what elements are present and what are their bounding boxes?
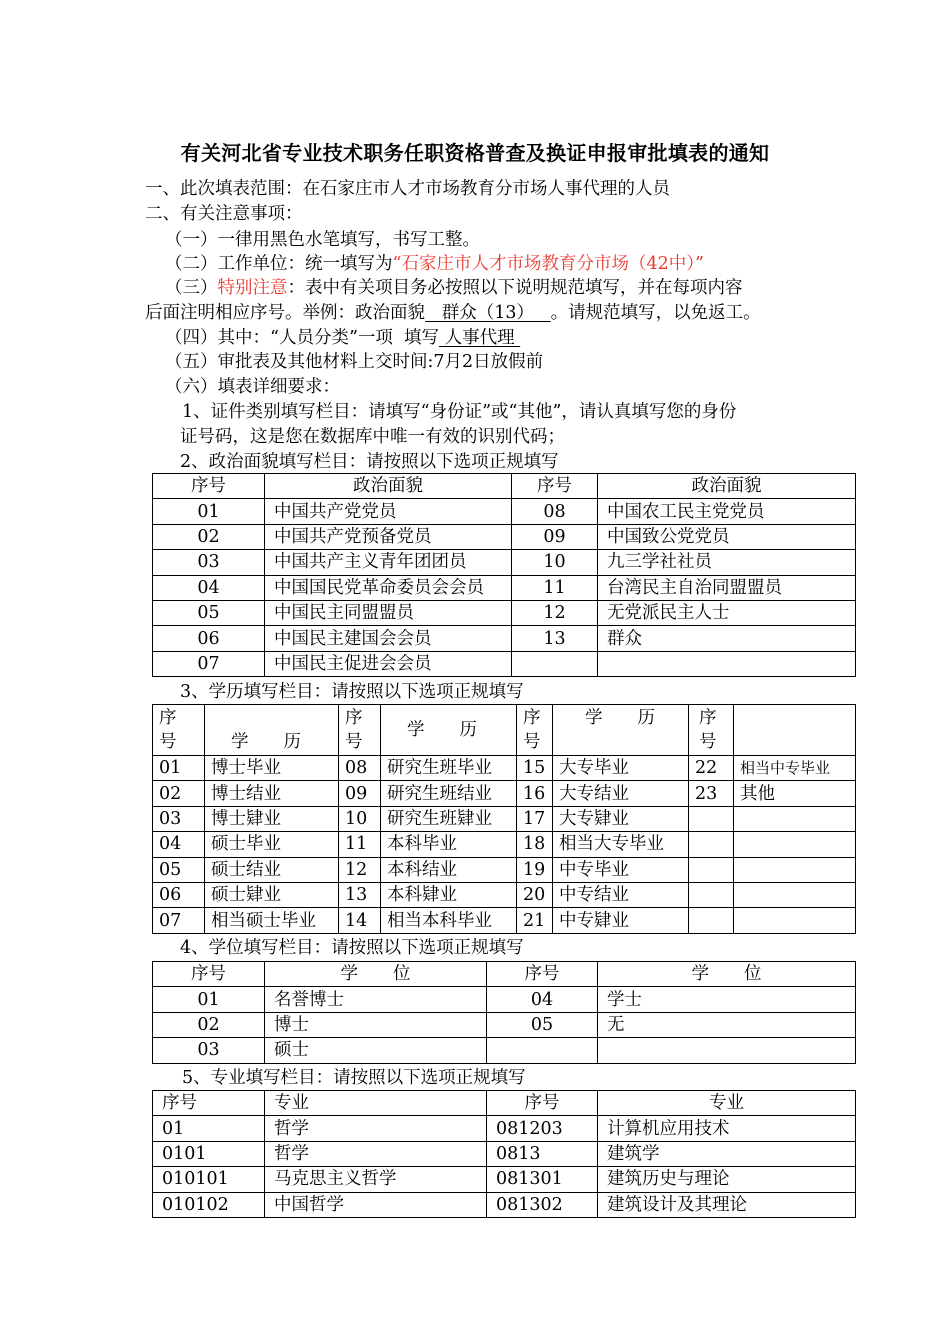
table-cell: 05	[153, 857, 205, 882]
table-cell: 12	[512, 600, 598, 625]
table-cell: 马克思主义哲学	[265, 1167, 487, 1192]
table-cell: 学士	[598, 987, 856, 1012]
table-cell: 相当硕士毕业	[205, 908, 339, 933]
note-3-line2-a: 后面注明相应序号。举例：政治面貌	[145, 303, 425, 323]
note-3-line2-b: 。请规范填写，以免返工。	[550, 303, 761, 323]
table-cell: 中国民主建国会会员	[265, 626, 512, 651]
table-cell: 03	[153, 550, 265, 575]
header-cell: 学 历	[553, 705, 689, 756]
table-cell: 台湾民主自治同盟盟员	[598, 575, 856, 600]
table-row	[153, 626, 856, 651]
table-cell: 13	[339, 882, 381, 907]
requirement-4: 4、学位填写栏目：请按照以下选项正规填写	[180, 938, 524, 958]
table-cell: 群众	[598, 626, 856, 651]
table-cell: 中国哲学	[265, 1192, 487, 1217]
note-4-prefix: （四）其中：“人员分类”一项 填写	[165, 328, 440, 348]
header-cell: 学 历	[381, 705, 517, 756]
header-cell: 学 位	[265, 962, 487, 987]
table-cell: 13	[512, 626, 598, 651]
table-cell: 大专毕业	[553, 756, 689, 781]
note-2-prefix: （二）工作单位：统一填写为	[165, 254, 393, 274]
note-3-prefix: （三）	[165, 278, 218, 298]
table-cell: 12	[339, 857, 381, 882]
note-4	[165, 326, 520, 350]
table-cell: 010101	[153, 1167, 265, 1192]
header-cell: 专业	[598, 1091, 856, 1116]
table-cell: 相当中专毕业	[734, 756, 856, 781]
table-cell	[487, 1038, 598, 1063]
table-cell: 无党派民主人士	[598, 600, 856, 625]
table-row	[153, 524, 856, 549]
note-4-value: 人事代理	[439, 328, 521, 348]
table-cell: 08	[512, 499, 598, 524]
table-cell: 哲学	[265, 1116, 487, 1141]
table-cell	[734, 908, 856, 933]
table-cell: 081301	[487, 1167, 598, 1192]
header-cell: 序号	[153, 474, 265, 499]
table-cell: 无	[598, 1012, 856, 1037]
table-row	[153, 832, 856, 857]
header-text: 号	[523, 732, 541, 752]
header-cell	[153, 705, 205, 756]
header-cell	[517, 705, 553, 756]
header-cell	[734, 705, 856, 756]
scope-line: 一、此次填表范围：在石家庄市人才市场教育分市场人事代理的人员	[145, 179, 670, 199]
table-cell	[598, 651, 856, 676]
header-text: 序	[699, 708, 717, 728]
table-cell: 中国农工民主党党员	[598, 499, 856, 524]
note-2-unit: “石家庄市人才市场教育分市场（42中）”	[392, 254, 704, 274]
table-row	[153, 651, 856, 676]
page-title: 有关河北省专业技术职务任职资格普查及换证申报审批填表的通知	[180, 141, 770, 165]
header-text: 序	[345, 708, 363, 728]
note-1: （一）一律用黑色水笔填写，书写工整。	[165, 230, 480, 250]
table-cell: 名誉博士	[265, 987, 487, 1012]
table-cell: 大专结业	[553, 781, 689, 806]
table-cell: 研究生班肄业	[381, 806, 517, 831]
table-cell: 中专毕业	[553, 857, 689, 882]
table-cell: 计算机应用技术	[598, 1116, 856, 1141]
table-cell: 10	[339, 806, 381, 831]
table-row	[153, 1141, 856, 1166]
table-cell	[734, 806, 856, 831]
table-cell: 16	[517, 781, 553, 806]
table-cell: 中国致公党党员	[598, 524, 856, 549]
table-cell: 中国共产党党员	[265, 499, 512, 524]
header-text: 序	[523, 708, 541, 728]
table-row	[153, 1192, 856, 1217]
table-cell: 中国民主促进会会员	[265, 651, 512, 676]
header-cell	[689, 705, 734, 756]
header-text: 号	[699, 732, 717, 752]
table-cell: 01	[153, 1116, 265, 1141]
table-row	[153, 550, 856, 575]
table-cell: 硕士结业	[205, 857, 339, 882]
header-cell: 政治面貌	[598, 474, 856, 499]
header-cell: 序号	[153, 1091, 265, 1116]
table-cell	[689, 832, 734, 857]
requirement-1: 1、证件类别填写栏目：请填写“身份证”或“其他”，请认真填写您的身份	[182, 402, 737, 422]
table-cell: 04	[153, 575, 265, 600]
table-cell: 相当大专毕业	[553, 832, 689, 857]
table-cell: 博士结业	[205, 781, 339, 806]
table-cell: 18	[517, 832, 553, 857]
table-cell: 中专结业	[553, 882, 689, 907]
table-cell: 15	[517, 756, 553, 781]
table-row	[153, 575, 856, 600]
requirement-1-continued: 证号码，这是您在数据库中唯一有效的识别代码；	[180, 427, 565, 447]
requirement-2: 2、政治面貌填写栏目：请按照以下选项正规填写	[180, 452, 559, 472]
table-cell: 081302	[487, 1192, 598, 1217]
table-cell: 03	[153, 806, 205, 831]
header-text: 号	[345, 732, 363, 752]
note-3-example: 群众（13）	[425, 303, 551, 323]
table-cell: 中国共产主义青年团团员	[265, 550, 512, 575]
table-cell: 0813	[487, 1141, 598, 1166]
table-row	[153, 806, 856, 831]
table-header-row	[153, 1091, 856, 1116]
table-row	[153, 781, 856, 806]
table-header-row	[153, 705, 856, 756]
table-header-row	[153, 474, 856, 499]
table-cell: 08	[339, 756, 381, 781]
table-cell: 20	[517, 882, 553, 907]
education-table	[152, 704, 856, 934]
political-status-table	[152, 473, 856, 677]
table-cell: 博士	[265, 1012, 487, 1037]
header-cell: 学 位	[598, 962, 856, 987]
table-row	[153, 908, 856, 933]
degree-table	[152, 961, 856, 1064]
table-cell: 九三学社社员	[598, 550, 856, 575]
table-cell: 06	[153, 626, 265, 651]
table-row	[153, 1116, 856, 1141]
table-cell: 中国国民党革命委员会会员	[265, 575, 512, 600]
table-cell: 17	[517, 806, 553, 831]
note-6: （六）填表详细要求：	[165, 377, 340, 397]
table-cell: 相当本科毕业	[381, 908, 517, 933]
table-cell: 081203	[487, 1116, 598, 1141]
note-3-highlight: 特别注意	[217, 278, 288, 298]
table-cell: 02	[153, 1012, 265, 1037]
table-cell: 硕士肄业	[205, 882, 339, 907]
table-cell: 010102	[153, 1192, 265, 1217]
table-cell: 哲学	[265, 1141, 487, 1166]
table-cell: 19	[517, 857, 553, 882]
header-text: 号	[159, 732, 177, 752]
table-cell	[689, 908, 734, 933]
table-cell: 01	[153, 499, 265, 524]
table-cell: 研究生班结业	[381, 781, 517, 806]
table-cell: 09	[512, 524, 598, 549]
requirement-3: 3、学历填写栏目：请按照以下选项正规填写	[180, 682, 524, 702]
note-5: （五）审批表及其他材料上交时间:7月2日放假前	[165, 352, 544, 372]
table-cell: 02	[153, 781, 205, 806]
table-cell	[734, 857, 856, 882]
table-cell: 中国民主同盟盟员	[265, 600, 512, 625]
table-cell	[689, 857, 734, 882]
major-table	[152, 1090, 856, 1218]
table-row	[153, 857, 856, 882]
table-header-row	[153, 962, 856, 987]
table-cell: 02	[153, 524, 265, 549]
table-row	[153, 882, 856, 907]
table-cell: 01	[153, 756, 205, 781]
table-cell: 05	[153, 600, 265, 625]
table-cell: 其他	[734, 781, 856, 806]
header-cell: 学 历	[205, 705, 339, 756]
table-cell: 硕士	[265, 1038, 487, 1063]
table-cell: 研究生班毕业	[381, 756, 517, 781]
table-cell: 22	[689, 756, 734, 781]
table-cell: 大专肄业	[553, 806, 689, 831]
table-cell: 04	[153, 832, 205, 857]
table-cell: 中专肄业	[553, 908, 689, 933]
table-cell: 01	[153, 987, 265, 1012]
header-cell: 专业	[265, 1091, 487, 1116]
note-3-text: ：表中有关项目务必按照以下说明规范填写，并在每项内容	[287, 278, 743, 298]
table-cell: 10	[512, 550, 598, 575]
table-cell: 硕士毕业	[205, 832, 339, 857]
header-cell: 序号	[512, 474, 598, 499]
table-row	[153, 756, 856, 781]
note-3-continued	[145, 301, 761, 325]
table-cell	[734, 882, 856, 907]
table-cell: 23	[689, 781, 734, 806]
table-cell: 14	[339, 908, 381, 933]
table-row	[153, 1167, 856, 1192]
table-row	[153, 499, 856, 524]
table-cell	[689, 882, 734, 907]
table-cell: 博士毕业	[205, 756, 339, 781]
header-cell: 序号	[487, 1091, 598, 1116]
note-3	[165, 276, 743, 300]
table-cell	[734, 832, 856, 857]
table-cell: 21	[517, 908, 553, 933]
table-row	[153, 1038, 856, 1063]
table-cell	[689, 806, 734, 831]
table-cell	[512, 651, 598, 676]
table-cell: 07	[153, 651, 265, 676]
table-cell: 05	[487, 1012, 598, 1037]
table-cell: 09	[339, 781, 381, 806]
header-cell: 政治面貌	[265, 474, 512, 499]
table-cell: 建筑设计及其理论	[598, 1192, 856, 1217]
table-cell: 本科毕业	[381, 832, 517, 857]
table-cell: 06	[153, 882, 205, 907]
note-2	[165, 252, 704, 276]
table-cell: 中国共产党预备党员	[265, 524, 512, 549]
table-cell	[598, 1038, 856, 1063]
header-cell	[339, 705, 381, 756]
table-cell: 本科结业	[381, 857, 517, 882]
header-cell: 序号	[153, 962, 265, 987]
notes-heading: 二、有关注意事项：	[145, 204, 303, 224]
table-row	[153, 600, 856, 625]
table-cell: 建筑历史与理论	[598, 1167, 856, 1192]
table-row	[153, 1012, 856, 1037]
table-cell: 0101	[153, 1141, 265, 1166]
table-cell: 本科肄业	[381, 882, 517, 907]
table-cell: 11	[339, 832, 381, 857]
header-text: 序	[159, 708, 177, 728]
table-cell: 博士肄业	[205, 806, 339, 831]
header-cell: 序号	[487, 962, 598, 987]
table-cell: 11	[512, 575, 598, 600]
table-cell: 07	[153, 908, 205, 933]
table-cell: 03	[153, 1038, 265, 1063]
requirement-5: 5、专业填写栏目：请按照以下选项正规填写	[182, 1068, 526, 1088]
table-cell: 04	[487, 987, 598, 1012]
table-row	[153, 987, 856, 1012]
table-cell: 建筑学	[598, 1141, 856, 1166]
